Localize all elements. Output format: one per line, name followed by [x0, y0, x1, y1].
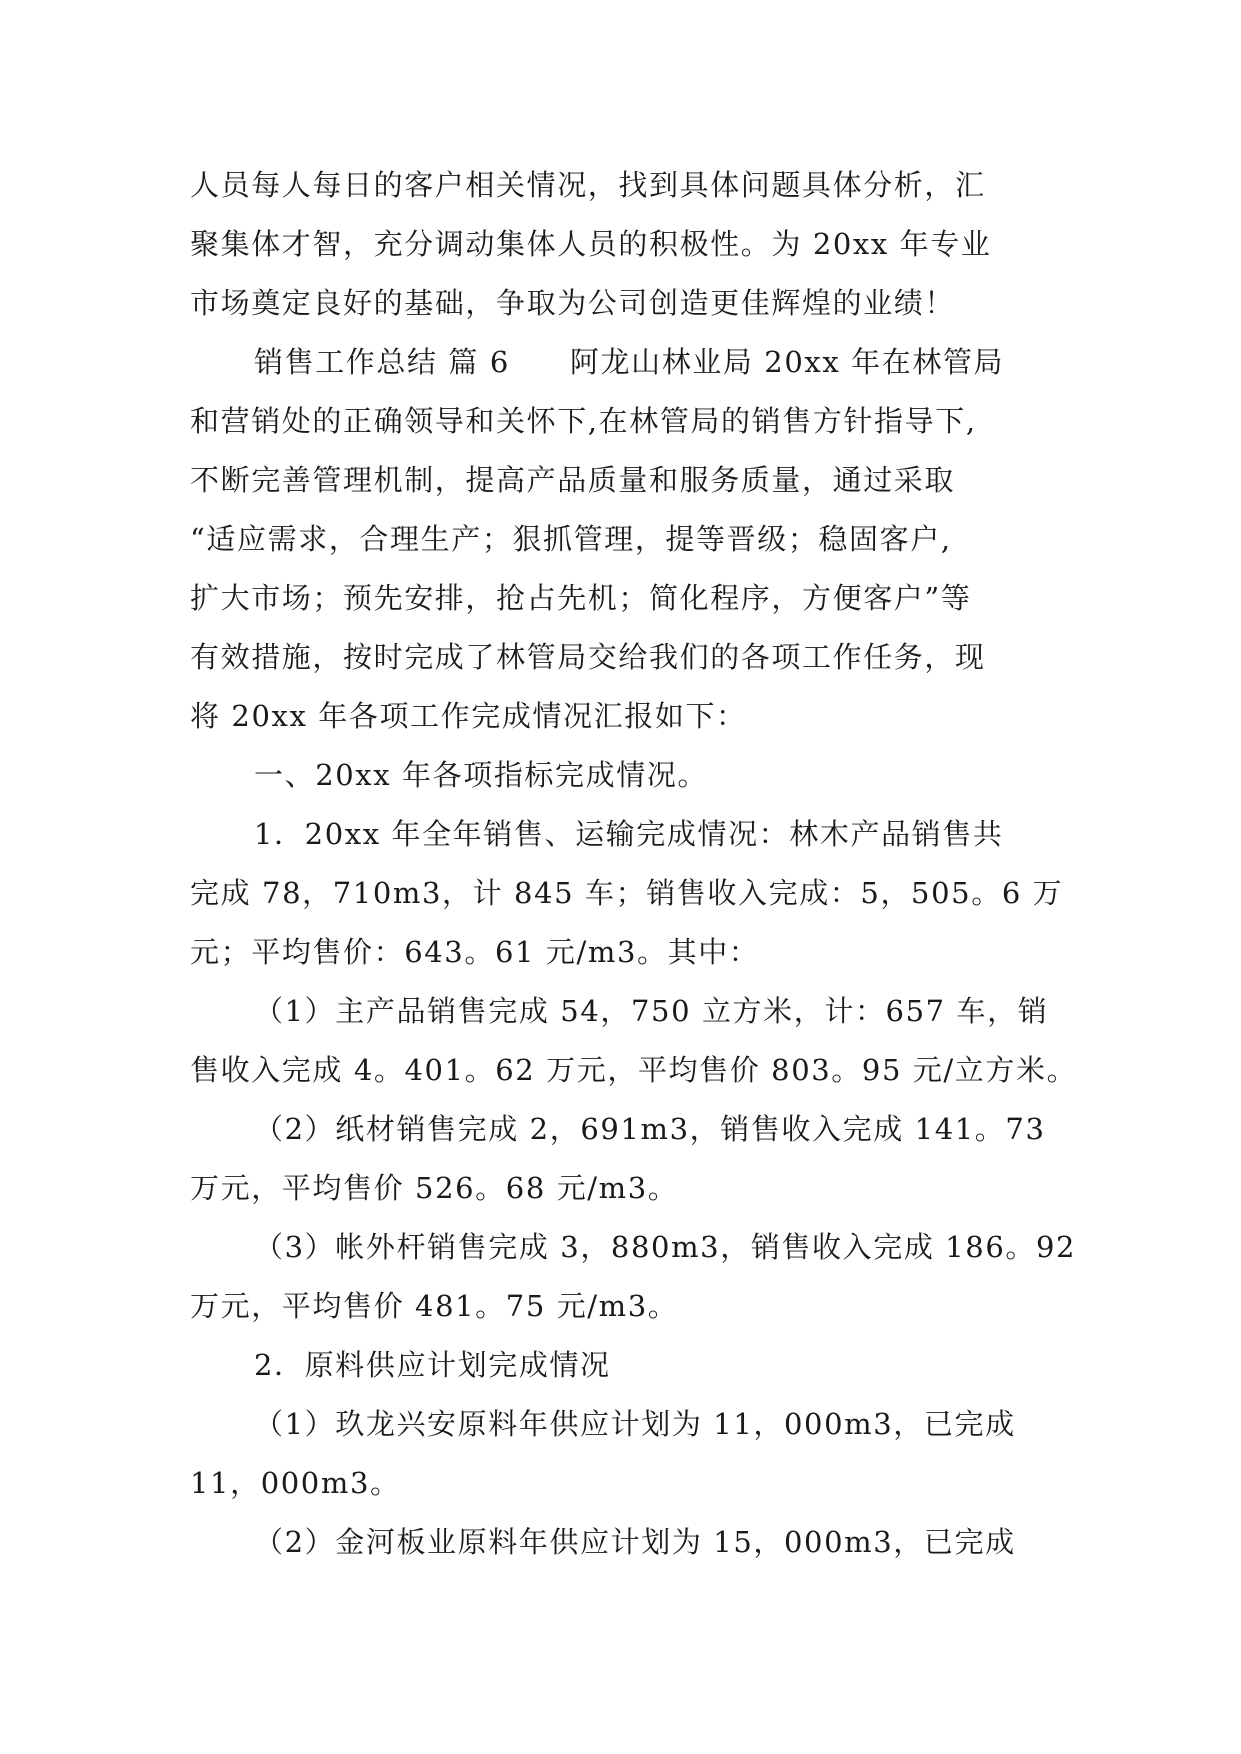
text-line: 万元，平均售价 481。75 元/m3。	[190, 1289, 679, 1323]
text-line: 1．20xx 年全年销售、运输完成情况：林木产品销售共	[254, 817, 1004, 851]
text-line: 2．原料供应计划完成情况	[254, 1348, 611, 1382]
text-line: 万元，平均售价 526。68 元/m3。	[190, 1171, 679, 1205]
text-line: （2）纸材销售完成 2，691m3，销售收入完成 141。73	[254, 1112, 1046, 1146]
text-line: （3）帐外杆销售完成 3，880m3，销售收入完成 186。92	[254, 1230, 1077, 1264]
section-intro-text: 阿龙山林业局 20xx 年在林管局	[569, 345, 1005, 379]
text-line: 售收入完成 4。401。62 万元，平均售价 803。95 元/立方米。	[190, 1053, 1078, 1087]
section-heading: 销售工作总结 篇 6	[254, 345, 510, 379]
section-heading-line	[190, 333, 1050, 392]
document-body	[190, 156, 1078, 1572]
text-line: 完成 78，710m3，计 845 车；销售收入完成：5，505。6 万	[190, 876, 1064, 910]
text-line: 聚集体才智，充分调动集体人员的积极性。为 20xx 年专业	[190, 227, 992, 261]
text-line: 不断完善管理机制，提高产品质量和服务质量，通过采取	[190, 463, 956, 497]
text-line: “适应需求，合理生产；狠抓管理，提等晋级；稳固客户,	[190, 522, 952, 556]
text-line: 元；平均售价：643。61 元/m3。其中：	[190, 935, 760, 969]
text-line: 市场奠定良好的基础，争取为公司创造更佳辉煌的业绩！	[190, 286, 956, 320]
subheading-line: 一、20xx 年各项指标完成情况。	[254, 758, 709, 792]
text-line: （1）主产品销售完成 54，750 立方米，计：657 车，销	[254, 994, 1049, 1028]
text-line: （1）玖龙兴安原料年供应计划为 11，000m3，已完成	[254, 1407, 1016, 1441]
text-line: 和营销处的正确领导和关怀下,在林管局的销售方针指导下,	[190, 404, 977, 438]
text-line: 扩大市场；预先安排，抢占先机；简化程序，方便客户”等	[190, 581, 972, 615]
text-line: （2）金河板业原料年供应计划为 15，000m3，已完成	[254, 1525, 1016, 1559]
text-line: 有效措施，按时完成了林管局交给我们的各项工作任务，现	[190, 640, 986, 674]
text-line: 将 20xx 年各项工作完成情况汇报如下：	[190, 699, 747, 733]
text-line: 人员每人每日的客户相关情况，找到具体问题具体分析，汇	[190, 168, 986, 202]
text-line: 11，000m3。	[190, 1466, 401, 1500]
